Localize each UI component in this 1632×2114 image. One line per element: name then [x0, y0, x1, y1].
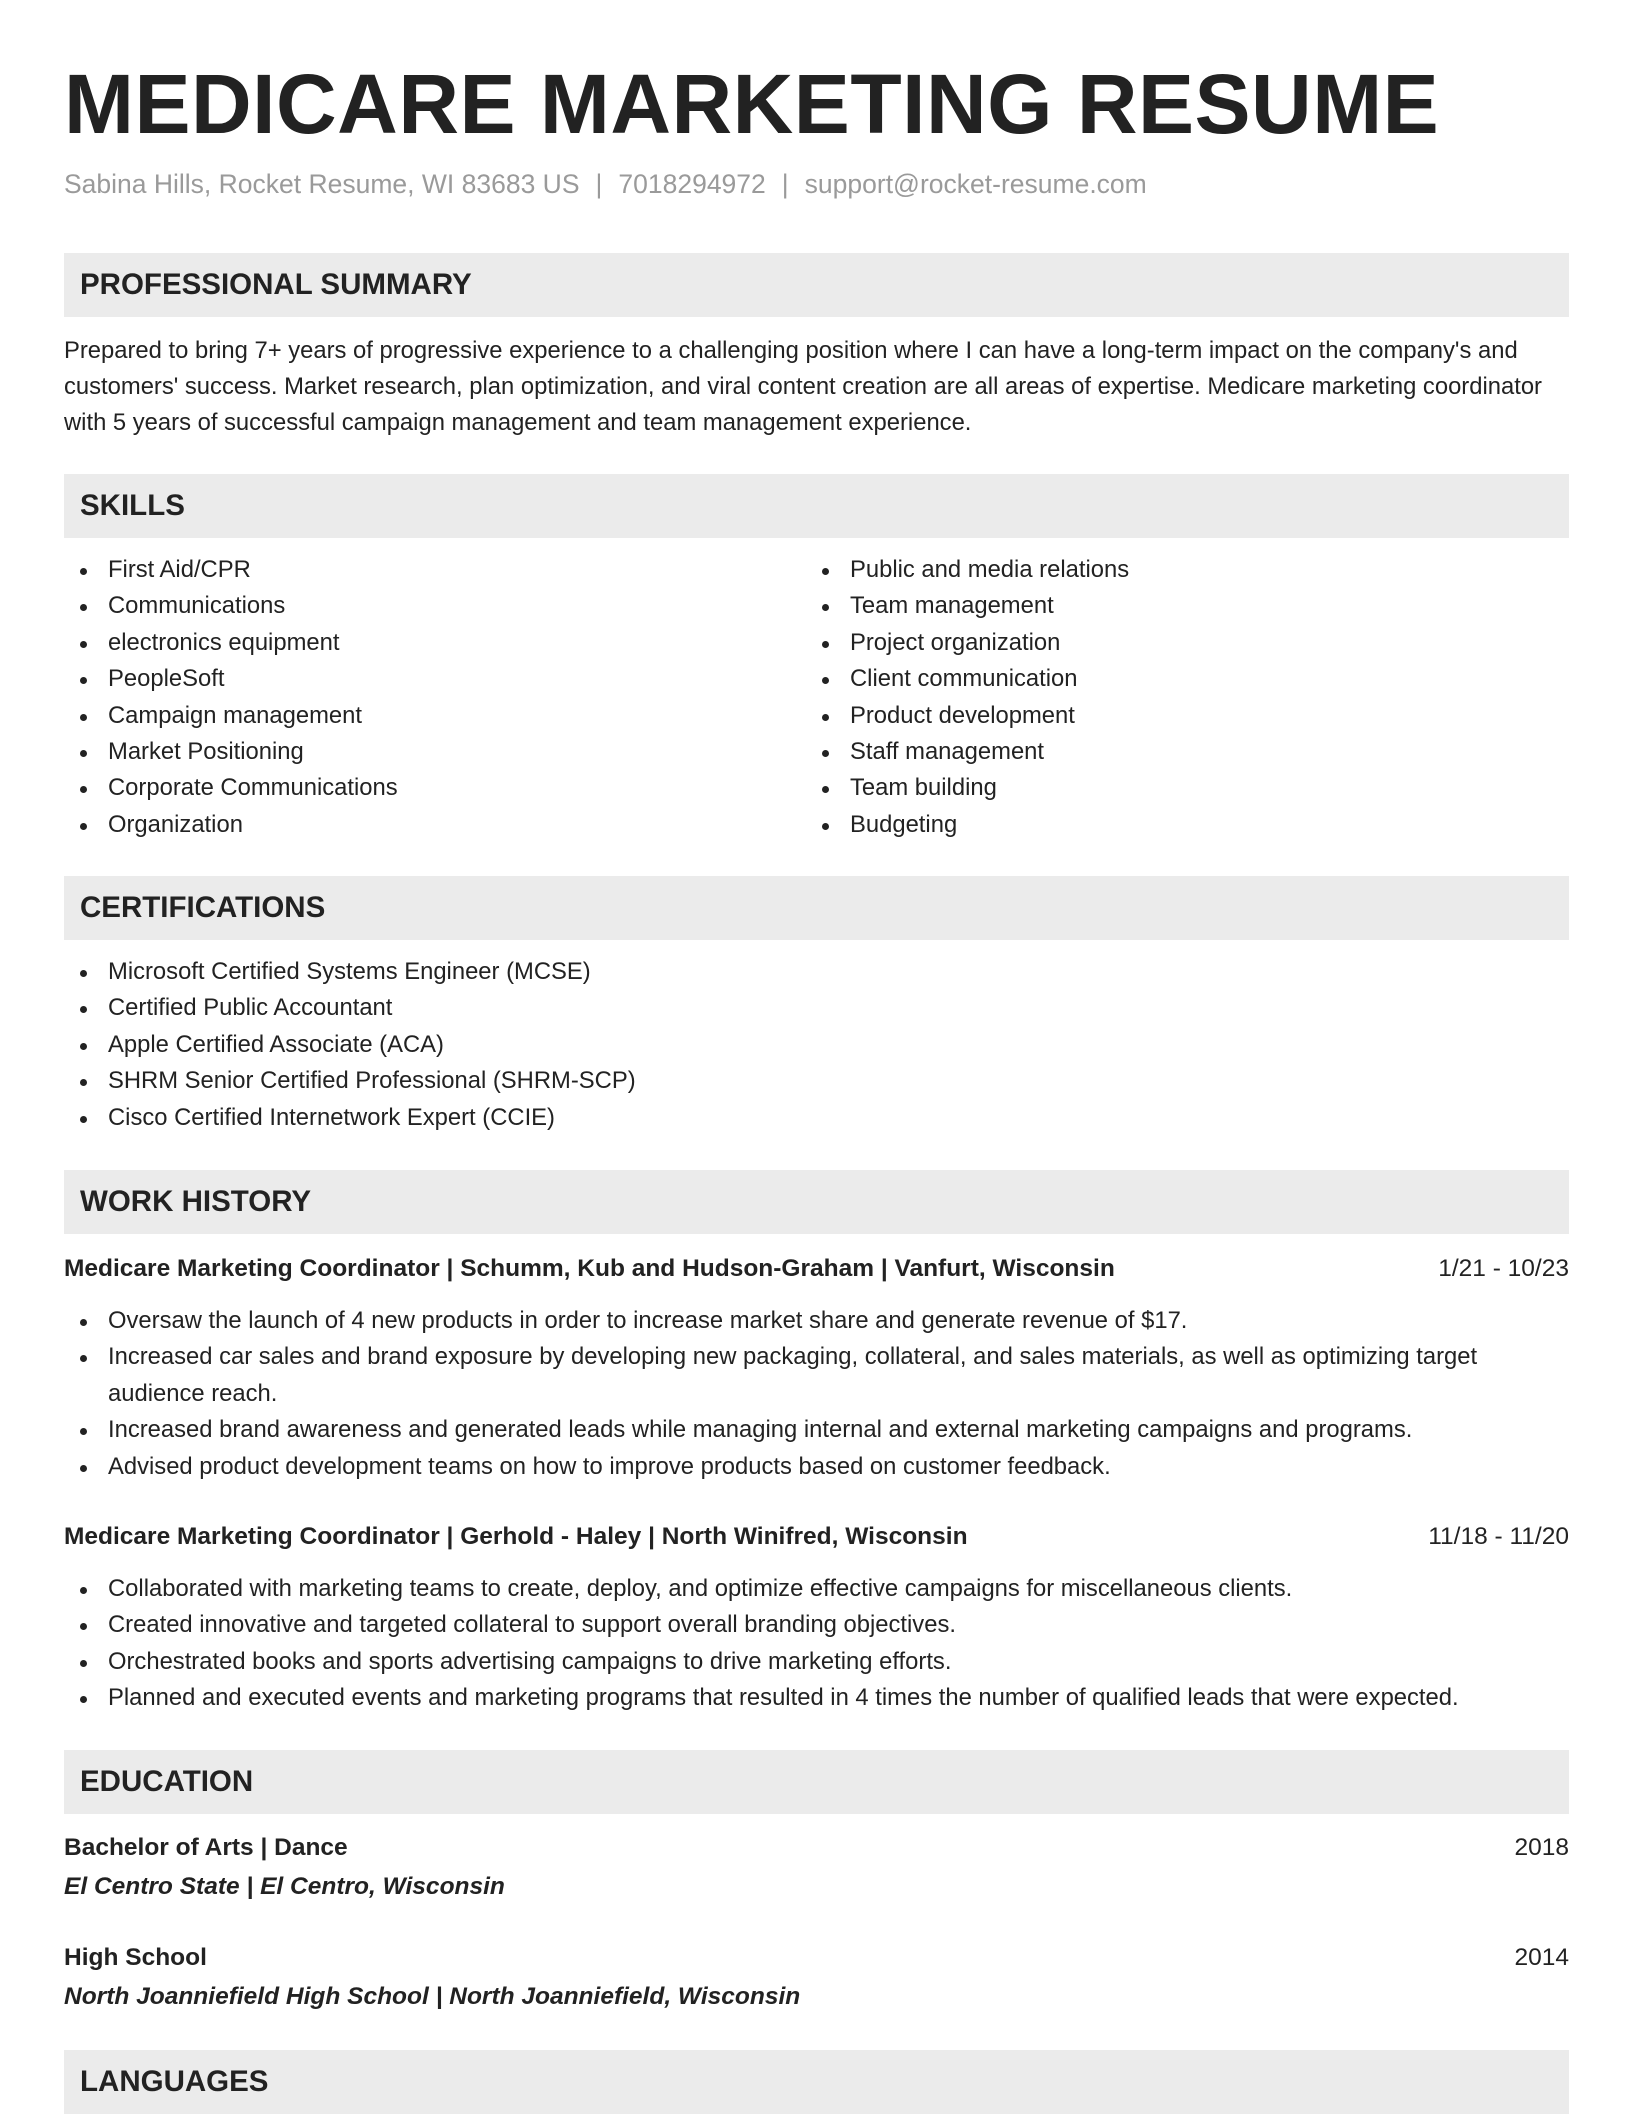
section-title-summary: PROFESSIONAL SUMMARY: [80, 268, 472, 301]
job-bullets: [64, 1571, 1569, 1717]
skills-list-left: [64, 552, 398, 843]
certification-item: Cisco Certified Internetwork Expert (CCIE): [64, 1100, 636, 1136]
section-title-education: EDUCATION: [80, 1765, 254, 1798]
education-year: 2014: [1514, 1944, 1569, 1971]
certification-item: SHRM Senior Certified Professional (SHRM-SCP): [64, 1063, 636, 1099]
skill-item: Team building: [806, 770, 1129, 806]
job-bullet: Orchestrated books and sports advertising campaigns to drive marketing efforts.: [64, 1644, 1569, 1680]
skill-item: Product development: [806, 698, 1129, 734]
education-degree: High School: [64, 1944, 207, 1971]
contact-line: [64, 164, 1147, 204]
job-bullet: Created innovative and targeted collateral to support overall branding objectives.: [64, 1607, 1569, 1643]
resume-title: MEDICARE MARKETING RESUME: [64, 57, 1440, 151]
skill-item: Public and media relations: [806, 552, 1129, 588]
job-bullet: Collaborated with marketing teams to create, deploy, and optimize effective campaigns for miscellaneous clients.: [64, 1571, 1569, 1607]
job-bullet: Increased car sales and brand exposure by developing new packaging, collateral, and sales materials, as well as optimizing target audience reach.: [64, 1339, 1569, 1412]
skill-item: Campaign management: [64, 698, 398, 734]
section-title-languages: LANGUAGES: [80, 2065, 269, 2098]
skill-item: Communications: [64, 588, 398, 624]
contact-address: Sabina Hills, Rocket Resume, WI 83683 US: [64, 169, 580, 199]
skill-item: First Aid/CPR: [64, 552, 398, 588]
section-header-summary: [64, 253, 1569, 317]
job-dates: 1/21 - 10/23: [1438, 1255, 1569, 1282]
summary-text: Prepared to bring 7+ years of progressive experience to a challenging position where I can have a long-term impact on the company's and customers' success. Market research, plan optimization, and viral content creation are all areas of expertise. Medicare marketing coordinator with 5 years of successful campaign management and team management experience.: [64, 337, 1542, 436]
skill-item: Project organization: [806, 625, 1129, 661]
job-title: Medicare Marketing Coordinator | Gerhold - Haley | North Winifred, Wisconsin: [64, 1523, 968, 1550]
job-bullet: Advised product development teams on how to improve products based on customer feedback.: [64, 1449, 1569, 1485]
job-bullet: Planned and executed events and marketing programs that resulted in 4 times the number of qualified leads that were expected.: [64, 1680, 1569, 1716]
education-school: El Centro State | El Centro, Wisconsin: [64, 1873, 505, 1900]
skill-item: Budgeting: [806, 807, 1129, 843]
certification-item: Microsoft Certified Systems Engineer (MCSE): [64, 954, 636, 990]
skills-list-right: [806, 552, 1129, 843]
job-bullet: Increased brand awareness and generated leads while managing internal and external marketing campaigns and programs.: [64, 1412, 1569, 1448]
skill-item: Client communication: [806, 661, 1129, 697]
skill-item: Team management: [806, 588, 1129, 624]
skill-item: Market Positioning: [64, 734, 398, 770]
skill-item: Staff management: [806, 734, 1129, 770]
section-header-skills: [64, 474, 1569, 538]
section-title-skills: SKILLS: [80, 489, 185, 522]
contact-phone: 7018294972: [618, 169, 766, 199]
skill-item: Organization: [64, 807, 398, 843]
certification-item: Apple Certified Associate (ACA): [64, 1027, 636, 1063]
section-header-education: [64, 1750, 1569, 1814]
certification-item: Certified Public Accountant: [64, 990, 636, 1026]
skill-item: electronics equipment: [64, 625, 398, 661]
contact-email: support@rocket-resume.com: [804, 169, 1147, 199]
certifications-list: [64, 954, 636, 1136]
education-degree: Bachelor of Arts | Dance: [64, 1834, 348, 1861]
job-bullet: Oversaw the launch of 4 new products in order to increase market share and generate revenue of $17.: [64, 1303, 1569, 1339]
section-header-languages: [64, 2050, 1569, 2114]
section-title-certifications: CERTIFICATIONS: [80, 891, 326, 924]
education-entry-header: [64, 1830, 1569, 1866]
skill-item: PeopleSoft: [64, 661, 398, 697]
job-bullets: [64, 1303, 1569, 1485]
education-school: North Joanniefield High School | North Joanniefield, Wisconsin: [64, 1983, 801, 2010]
section-header-certifications: [64, 876, 1569, 940]
skill-item: Corporate Communications: [64, 770, 398, 806]
contact-separator: |: [595, 169, 603, 199]
section-title-work-history: WORK HISTORY: [80, 1185, 312, 1218]
job-header: [64, 1519, 1569, 1555]
contact-separator: |: [781, 169, 789, 199]
education-entry-header: [64, 1940, 1569, 1976]
job-header: [64, 1251, 1569, 1287]
education-year: 2018: [1514, 1834, 1569, 1861]
job-dates: 11/18 - 11/20: [1428, 1523, 1569, 1550]
section-header-work-history: [64, 1170, 1569, 1234]
job-title: Medicare Marketing Coordinator | Schumm, Kub and Hudson-Graham | Vanfurt, Wisconsin: [64, 1255, 1115, 1282]
